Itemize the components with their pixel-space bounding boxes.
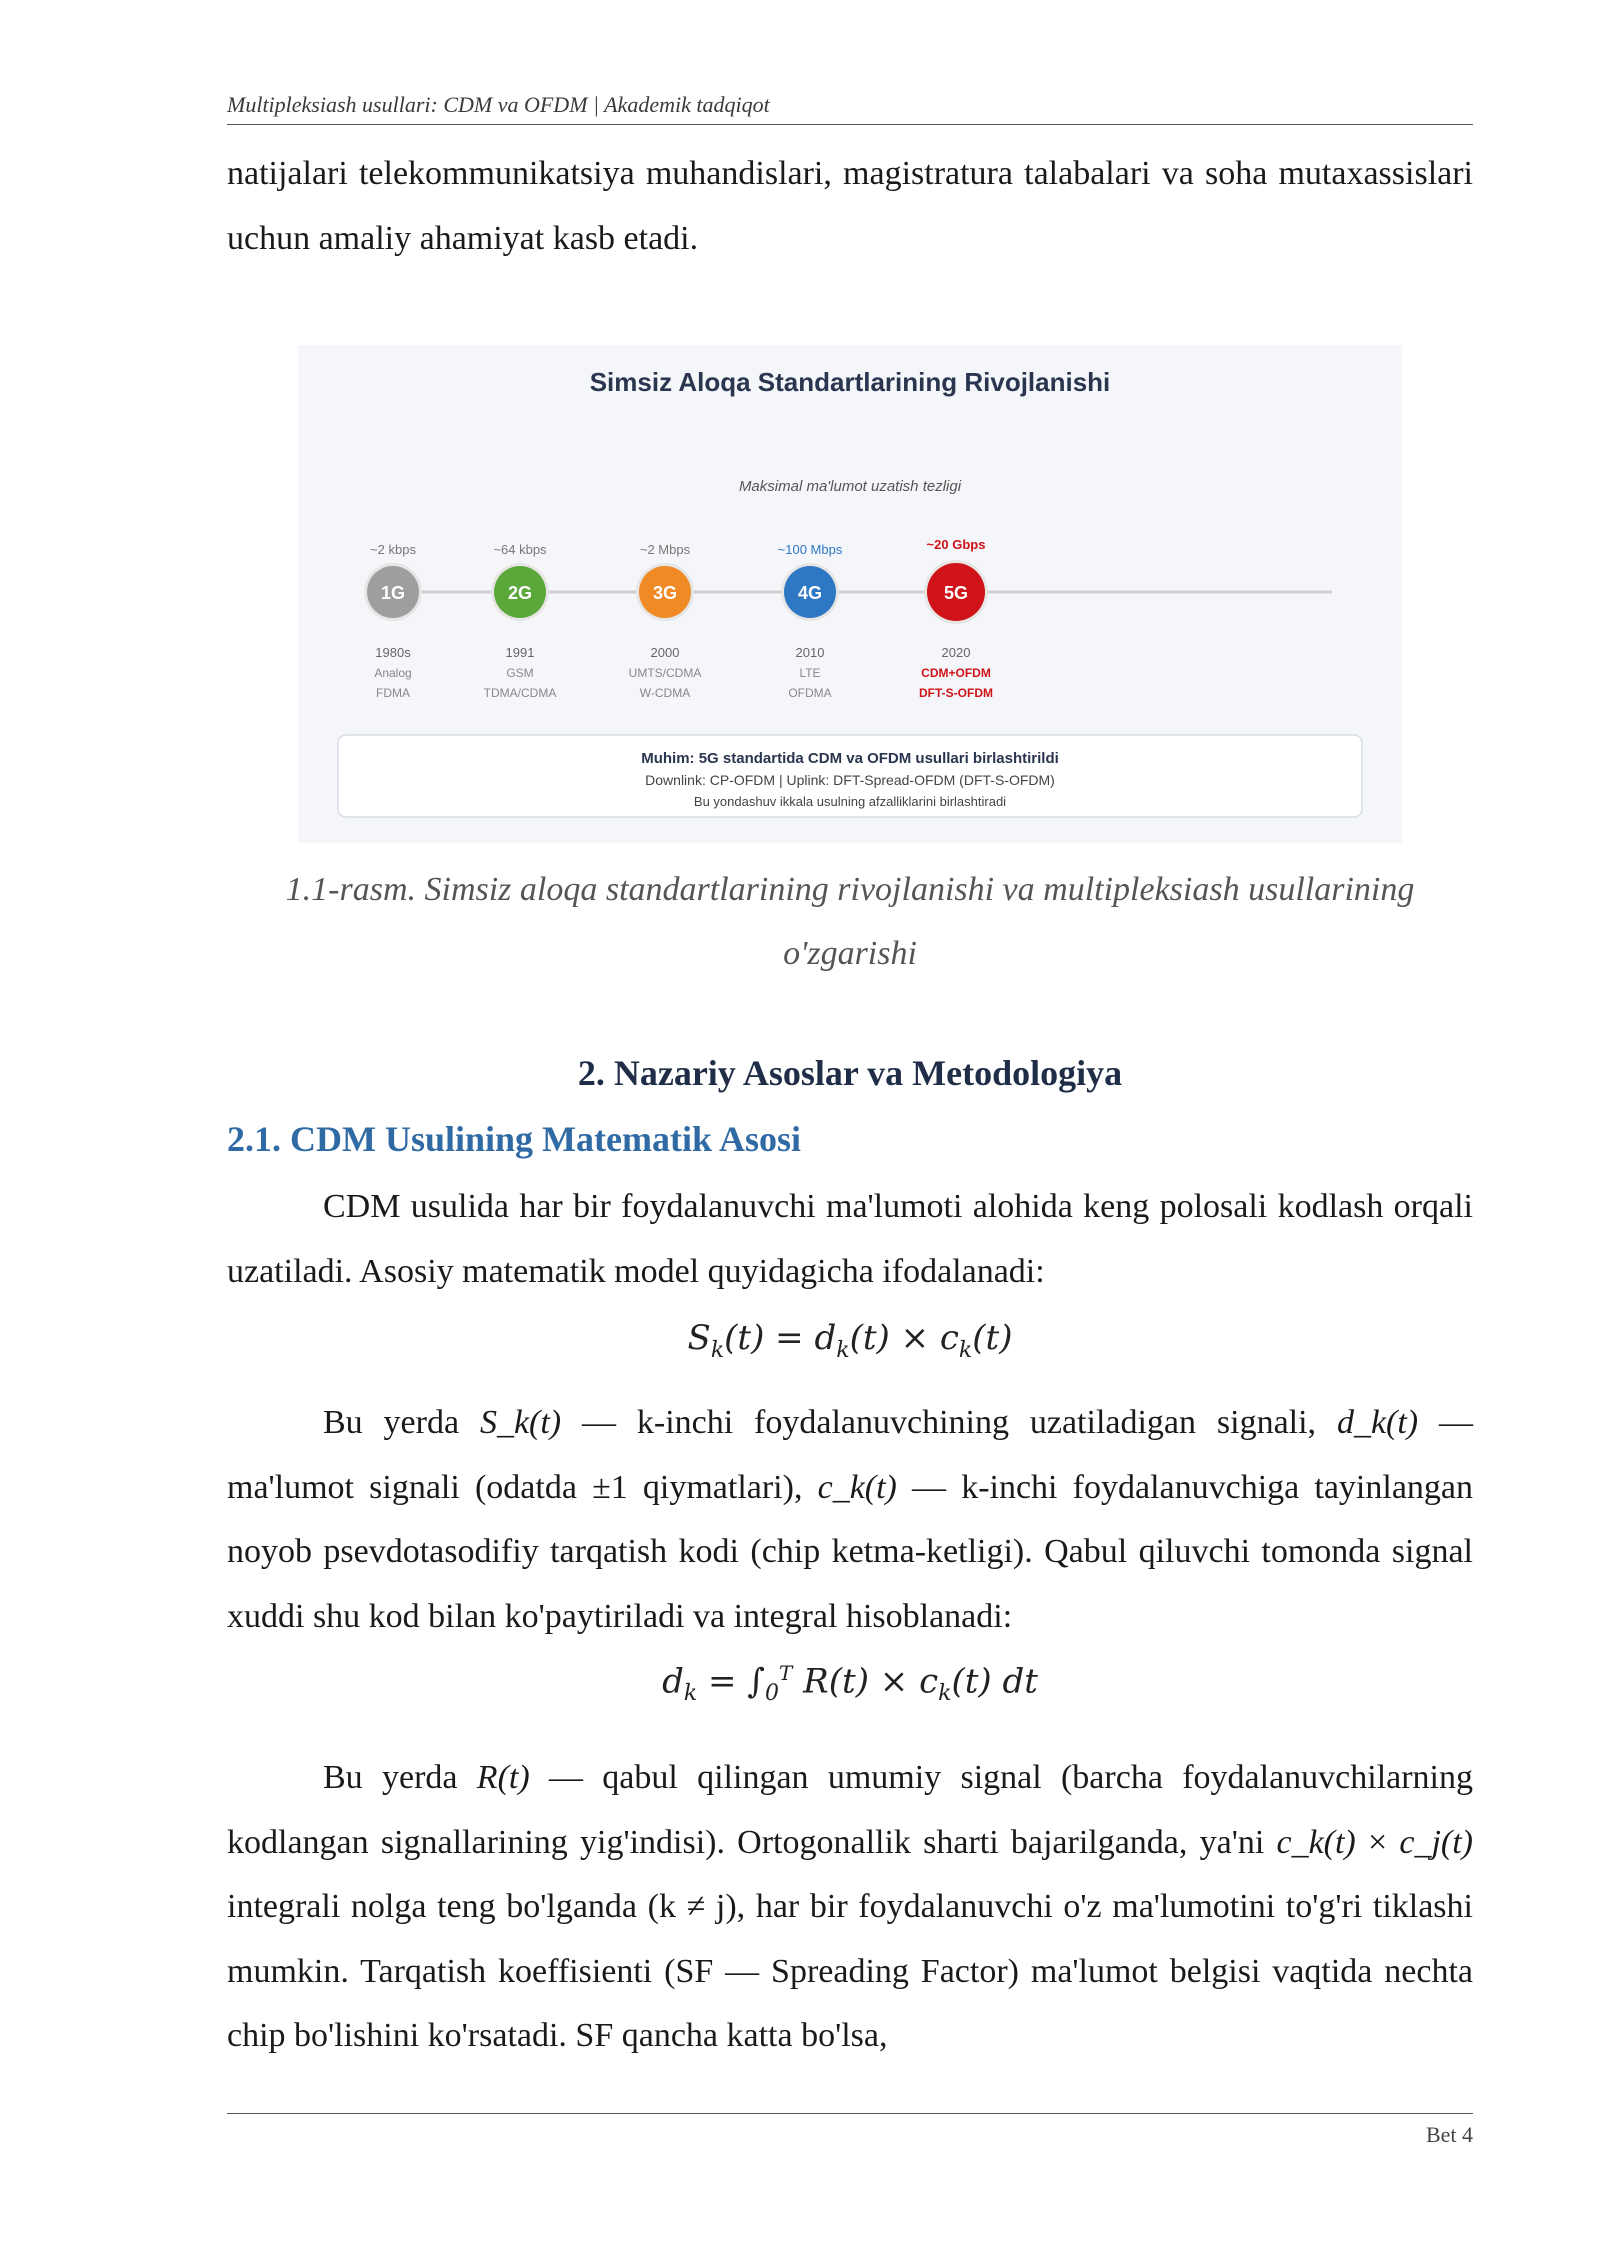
footer-divider — [227, 2113, 1473, 2114]
gen-label-4G: 4G — [797, 583, 823, 603]
running-header: Multipleksiash usullari: CDM va OFDM | Akademik tadqiqot — [227, 92, 1473, 125]
intro-paragraph: natijalari telekommunikatsiya muhandislari, magistratura talabalari va soha mutaxassislari uchun amaliy ahamiyat kasb etadi. — [227, 155, 1473, 257]
gen-tech2-4G: OFDMA — [788, 686, 832, 700]
gen-tech1-2G: GSM — [506, 666, 534, 680]
gen-tech2-2G: TDMA/CDMA — [483, 686, 557, 700]
gen-tech2-3G: W-CDMA — [639, 686, 691, 700]
gen-speed-2G: ~64 kbps — [493, 542, 547, 557]
note-line-1: Muhim: 5G standartida CDM va OFDM usullari birlashtirildi — [641, 750, 1059, 767]
gen-speed-1G: ~2 kbps — [370, 542, 416, 557]
figure-svg — [298, 345, 1402, 843]
page-number: Bet 4 — [1425, 2122, 1473, 2147]
equation-1: $S_k(t) = d_k(t) \times c_k(t)$ — [687, 1318, 1013, 1363]
gen-label-1G: 1G — [380, 583, 406, 603]
gen-tech1-4G: LTE — [799, 666, 821, 680]
figure-wireless-evolution — [298, 345, 1402, 843]
gen-year-5G: 2020 — [941, 645, 971, 660]
gen-year-3G: 2000 — [650, 645, 680, 660]
gen-label-5G: 5G — [943, 583, 969, 603]
note-line-2: Downlink: CP-OFDM | Uplink: DFT-Spread-OFDM (DFT-S-OFDM) — [645, 772, 1055, 788]
gen-year-4G: 2010 — [795, 645, 825, 660]
gen-tech1-5G: CDM+OFDM — [921, 666, 991, 680]
equation-2: $d_k = \int_0^T$ $R(t) \times c_k(t)$ dt — [662, 1661, 1038, 1707]
paragraph-variables: Bu yerda S_k(t) — k-inchi foydalanuvchining uzatiladigan signali, d_k(t) — ma'lumot signali (odatda ±1 qiymatlari), c_k(t) — k-inchi foydalanuvchiga tayinlangan noyob psevdotasodifiy tarqatish kodi (chip ketma-ketligi). Qabul qiluvchi tomonda signal xuddi shu kod bilan ko'paytiriladi va integral hisoblanadi: — [227, 1404, 1473, 1635]
gen-tech2-5G: DFT-S-OFDM — [919, 686, 993, 700]
gen-label-2G: 2G — [507, 583, 533, 603]
gen-speed-4G: ~100 Mbps — [777, 542, 843, 557]
paragraph-cdm-intro: CDM usulida har bir foydalanuvchi ma'lumoti alohida keng polosali kodlash orqali uzatiladi. Asosiy matematik model quyidagicha ifodalanadi: — [227, 1188, 1473, 1290]
gen-tech2-1G: FDMA — [376, 686, 410, 700]
figure-subtitle: Maksimal ma'lumot uzatish tezligi — [738, 478, 962, 495]
figure-title: Simsiz Aloqa Standartlarining Rivojlanishi — [589, 367, 1111, 397]
gen-year-2G: 1991 — [505, 645, 535, 660]
gen-label-3G: 3G — [652, 583, 678, 603]
gen-speed-3G: ~2 Mbps — [639, 542, 691, 557]
gen-tech1-3G: UMTS/CDMA — [628, 666, 702, 680]
section-title: 2. Nazariy Asoslar va Metodologiya — [577, 1053, 1123, 1093]
note-line-3: Bu yondashuv ikkala usulning afzalliklarini birlashtiradi — [693, 794, 1007, 809]
paragraph-orthogonality: Bu yerda R(t) — qabul qilingan umumiy signal (barcha foydalanuvchilarning kodlangan signallarining yig'indisi). Ortogonallik sharti bajarilganda, ya'ni c_k(t) × c_j(t) integrali nolga teng bo'lganda (k ≠ j), har bir foydalanuvchi o'z ma'lumotini to'g'ri tiklashi mumkin. Tarqatish koeffisienti (SF — Spreading Factor) ma'lumot belgisi vaqtida nechta chip bo'lishini ko'rsatadi. SF qancha katta bo'lsa, — [227, 1759, 1474, 2054]
gen-speed-5G: ~20 Gbps — [926, 537, 986, 552]
gen-tech1-1G: Analog — [374, 666, 412, 680]
gen-year-1G: 1980s — [375, 645, 411, 660]
subsection-title: 2.1. CDM Usulining Matematik Asosi — [227, 1119, 802, 1159]
figure-caption: 1.1-rasm. Simsiz aloqa standartlarining rivojlanishi va multipleksiash usullarining o'zgarishi — [285, 871, 1415, 972]
